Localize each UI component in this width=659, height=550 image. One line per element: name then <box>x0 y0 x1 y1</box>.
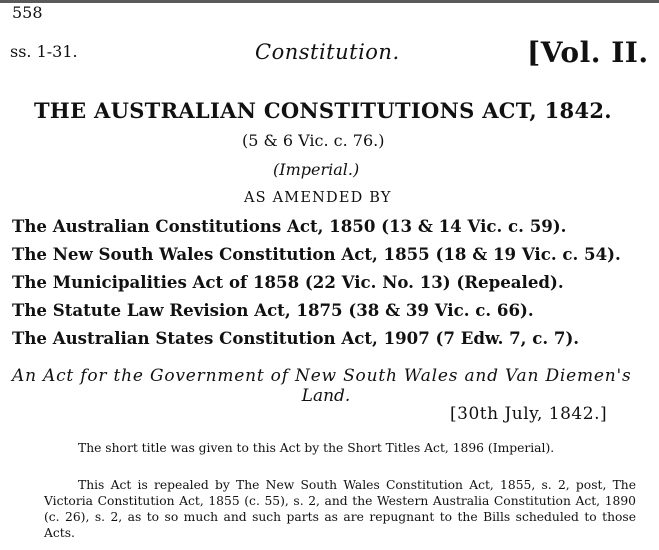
amended-by-label: AS AMENDED BY <box>244 190 392 206</box>
page-number: 558 <box>12 3 43 22</box>
act-jurisdiction <box>273 160 359 179</box>
assent-date: [30th July, 1842.] <box>450 404 608 424</box>
jurisdiction-text: (Imperial.) <box>273 160 360 179</box>
act-title: THE AUSTRALIAN CONSTITUTIONS ACT, 1842. <box>34 98 612 123</box>
note-paragraph <box>44 477 636 541</box>
amendment-item: The Municipalities Act of 1858 (22 Vic. No. 13) (Repealed). <box>12 272 564 292</box>
amendments-list <box>12 212 621 352</box>
long-title-line-2: Land. <box>301 386 351 406</box>
running-title: Constitution. <box>255 40 400 64</box>
long-title <box>12 366 640 406</box>
note-text: This Act is repealed by The New South Wales Constitution Act, 1855, s. 2, post, The Victoria Constitution Act, 1855 (c. 55), s. 2, and the Western Australia Constitution Act, 1890 (c. 26), s. 2, as to so much and such parts as are repugnant to the Bills scheduled to those Acts. <box>44 478 636 540</box>
note-text: The short title was given to this Act by the Short Titles Act, 1896 (Imperial). <box>78 441 555 455</box>
amendment-item: The New South Wales Constitution Act, 1855 (18 & 19 Vic. c. 54). <box>12 244 621 264</box>
amendment-item: The Statute Law Revision Act, 1875 (38 & 39 Vic. c. 66). <box>12 300 534 320</box>
top-border <box>0 0 659 3</box>
note-paragraph <box>44 440 636 456</box>
amendment-item: The Australian States Constitution Act, 1907 (7 Edw. 7, c. 7). <box>12 328 580 348</box>
amendment-item: The Australian Constitutions Act, 1850 (13 & 14 Vic. c. 59). <box>12 216 567 236</box>
long-title-line-1: An Act for the Government of New South Wales and Van Diemen's <box>12 366 632 386</box>
act-citation: (5 & 6 Vic. c. 76.) <box>242 131 385 150</box>
section-reference: ss. 1-31. <box>10 42 78 61</box>
volume-label: [Vol. II. <box>527 36 649 69</box>
